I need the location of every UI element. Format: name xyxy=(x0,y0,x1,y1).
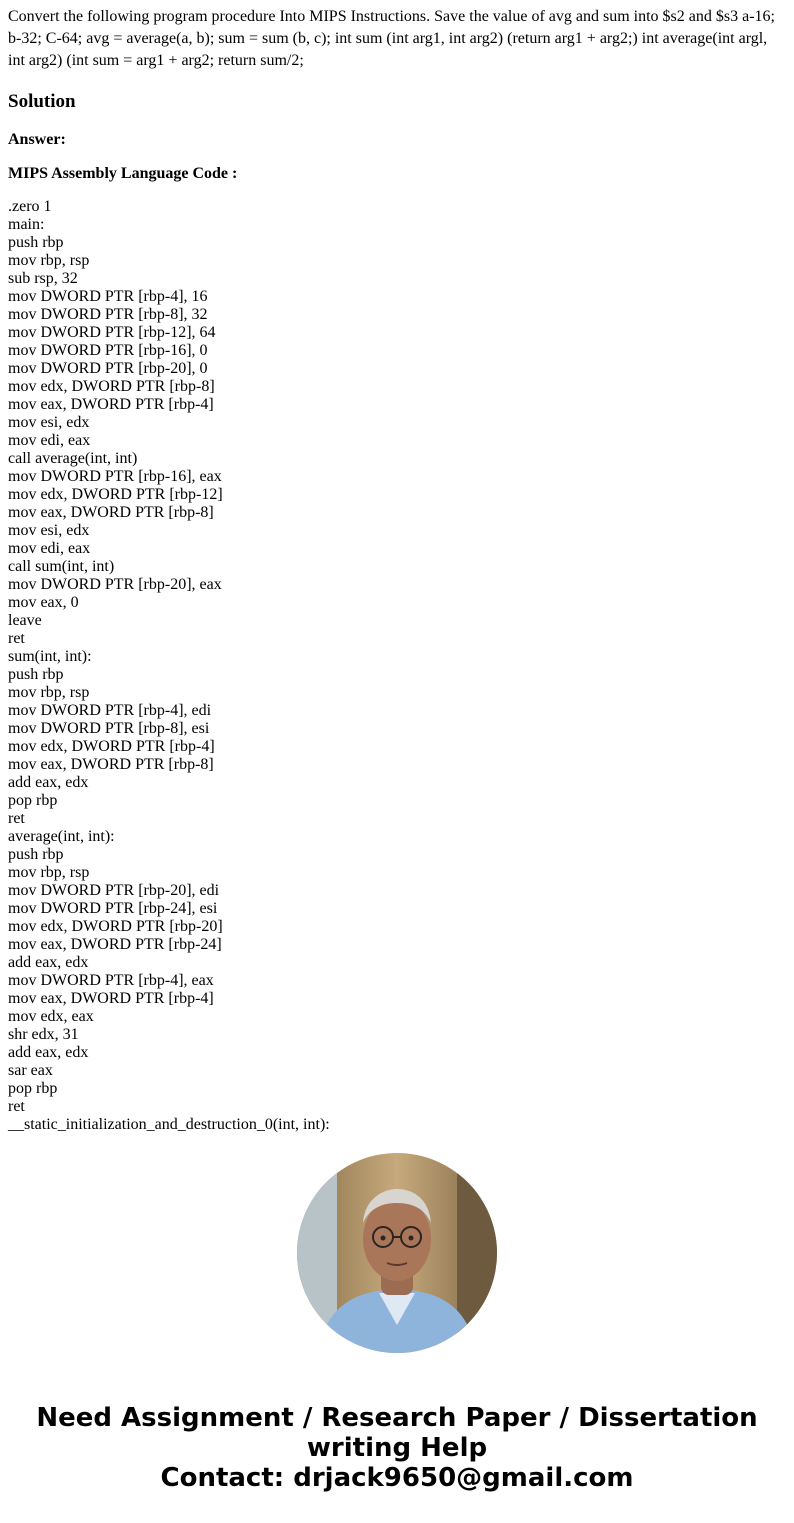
code-line: mov edi, eax xyxy=(8,432,91,449)
code-line: mov edx, eax xyxy=(8,1008,94,1025)
code-line: mov DWORD PTR [rbp-4], eax xyxy=(8,972,214,989)
solution-heading: Solution xyxy=(8,91,76,112)
code-line: sum(int, int): xyxy=(8,648,92,665)
promo-banner xyxy=(0,1403,794,1493)
code-line: .zero 1 xyxy=(8,198,52,215)
code-line: call sum(int, int) xyxy=(8,558,115,575)
question-text: Convert the following program procedure Into MIPS Instructions. Save the value of avg and sum into $s2 and $s3 a-16; b-32; C-64; avg = average(a, b); sum = sum (b, c); int sum (int arg1, int arg2) (return arg1 + arg2;) int average(int argl, int arg2) (int sum = arg1 + arg2; return sum/2; xyxy=(8,8,775,69)
code-line: shr edx, 31 xyxy=(8,1026,79,1043)
author-avatar xyxy=(297,1153,497,1353)
code-line: mov DWORD PTR [rbp-20], 0 xyxy=(8,360,208,377)
code-line: ret xyxy=(8,1098,25,1115)
code-line: mov DWORD PTR [rbp-16], eax xyxy=(8,468,222,485)
code-line: mov edi, eax xyxy=(8,540,91,557)
code-line: mov eax, 0 xyxy=(8,594,79,611)
code-line: leave xyxy=(8,612,42,629)
code-line: __static_initialization_and_destruction_0(int, int): xyxy=(8,1116,330,1133)
code-listing xyxy=(8,198,786,1134)
code-line: mov DWORD PTR [rbp-8], 32 xyxy=(8,306,208,323)
code-line: push rbp xyxy=(8,846,64,863)
code-line: average(int, int): xyxy=(8,828,115,845)
code-line: mov edx, DWORD PTR [rbp-4] xyxy=(8,738,215,755)
code-line: sar eax xyxy=(8,1062,53,1079)
promo-contact: Contact: drjack9650@gmail.com xyxy=(160,1463,634,1493)
code-line: ret xyxy=(8,810,25,827)
code-line: mov rbp, rsp xyxy=(8,252,90,269)
promo-line-2: writing Help xyxy=(306,1433,488,1463)
code-line: push rbp xyxy=(8,234,64,251)
code-line: mov eax, DWORD PTR [rbp-8] xyxy=(8,756,214,773)
code-line: main: xyxy=(8,216,45,233)
code-line: add eax, edx xyxy=(8,954,89,971)
code-line: mov rbp, rsp xyxy=(8,864,90,881)
code-line: mov eax, DWORD PTR [rbp-4] xyxy=(8,990,214,1007)
code-line: pop rbp xyxy=(8,792,58,809)
code-line: add eax, edx xyxy=(8,1044,89,1061)
code-line: pop rbp xyxy=(8,1080,58,1097)
code-line: mov eax, DWORD PTR [rbp-8] xyxy=(8,504,214,521)
code-line: mov DWORD PTR [rbp-4], edi xyxy=(8,702,212,719)
code-line: mov rbp, rsp xyxy=(8,684,90,701)
code-line: sub rsp, 32 xyxy=(8,270,78,287)
code-line: mov DWORD PTR [rbp-8], esi xyxy=(8,720,210,737)
code-line: call average(int, int) xyxy=(8,450,138,467)
code-line: ret xyxy=(8,630,25,647)
code-line: mov DWORD PTR [rbp-20], eax xyxy=(8,576,222,593)
code-line: mov DWORD PTR [rbp-24], esi xyxy=(8,900,218,917)
code-line: mov DWORD PTR [rbp-16], 0 xyxy=(8,342,208,359)
code-line: push rbp xyxy=(8,666,64,683)
code-line: mov DWORD PTR [rbp-12], 64 xyxy=(8,324,216,341)
code-line: mov DWORD PTR [rbp-20], edi xyxy=(8,882,220,899)
code-line: mov edx, DWORD PTR [rbp-20] xyxy=(8,918,223,935)
code-line: mov esi, edx xyxy=(8,522,90,539)
code-title: MIPS Assembly Language Code : xyxy=(8,165,238,182)
code-line: mov DWORD PTR [rbp-4], 16 xyxy=(8,288,208,305)
code-line: mov esi, edx xyxy=(8,414,90,431)
document-body xyxy=(8,6,786,1134)
code-line: mov eax, DWORD PTR [rbp-4] xyxy=(8,396,214,413)
code-line: mov eax, DWORD PTR [rbp-24] xyxy=(8,936,222,953)
code-line: add eax, edx xyxy=(8,774,89,791)
code-line: mov edx, DWORD PTR [rbp-8] xyxy=(8,378,215,395)
code-line: mov edx, DWORD PTR [rbp-12] xyxy=(8,486,223,503)
promo-line-1: Need Assignment / Research Paper / Dissertation xyxy=(36,1403,758,1433)
answer-label: Answer: xyxy=(8,131,66,148)
